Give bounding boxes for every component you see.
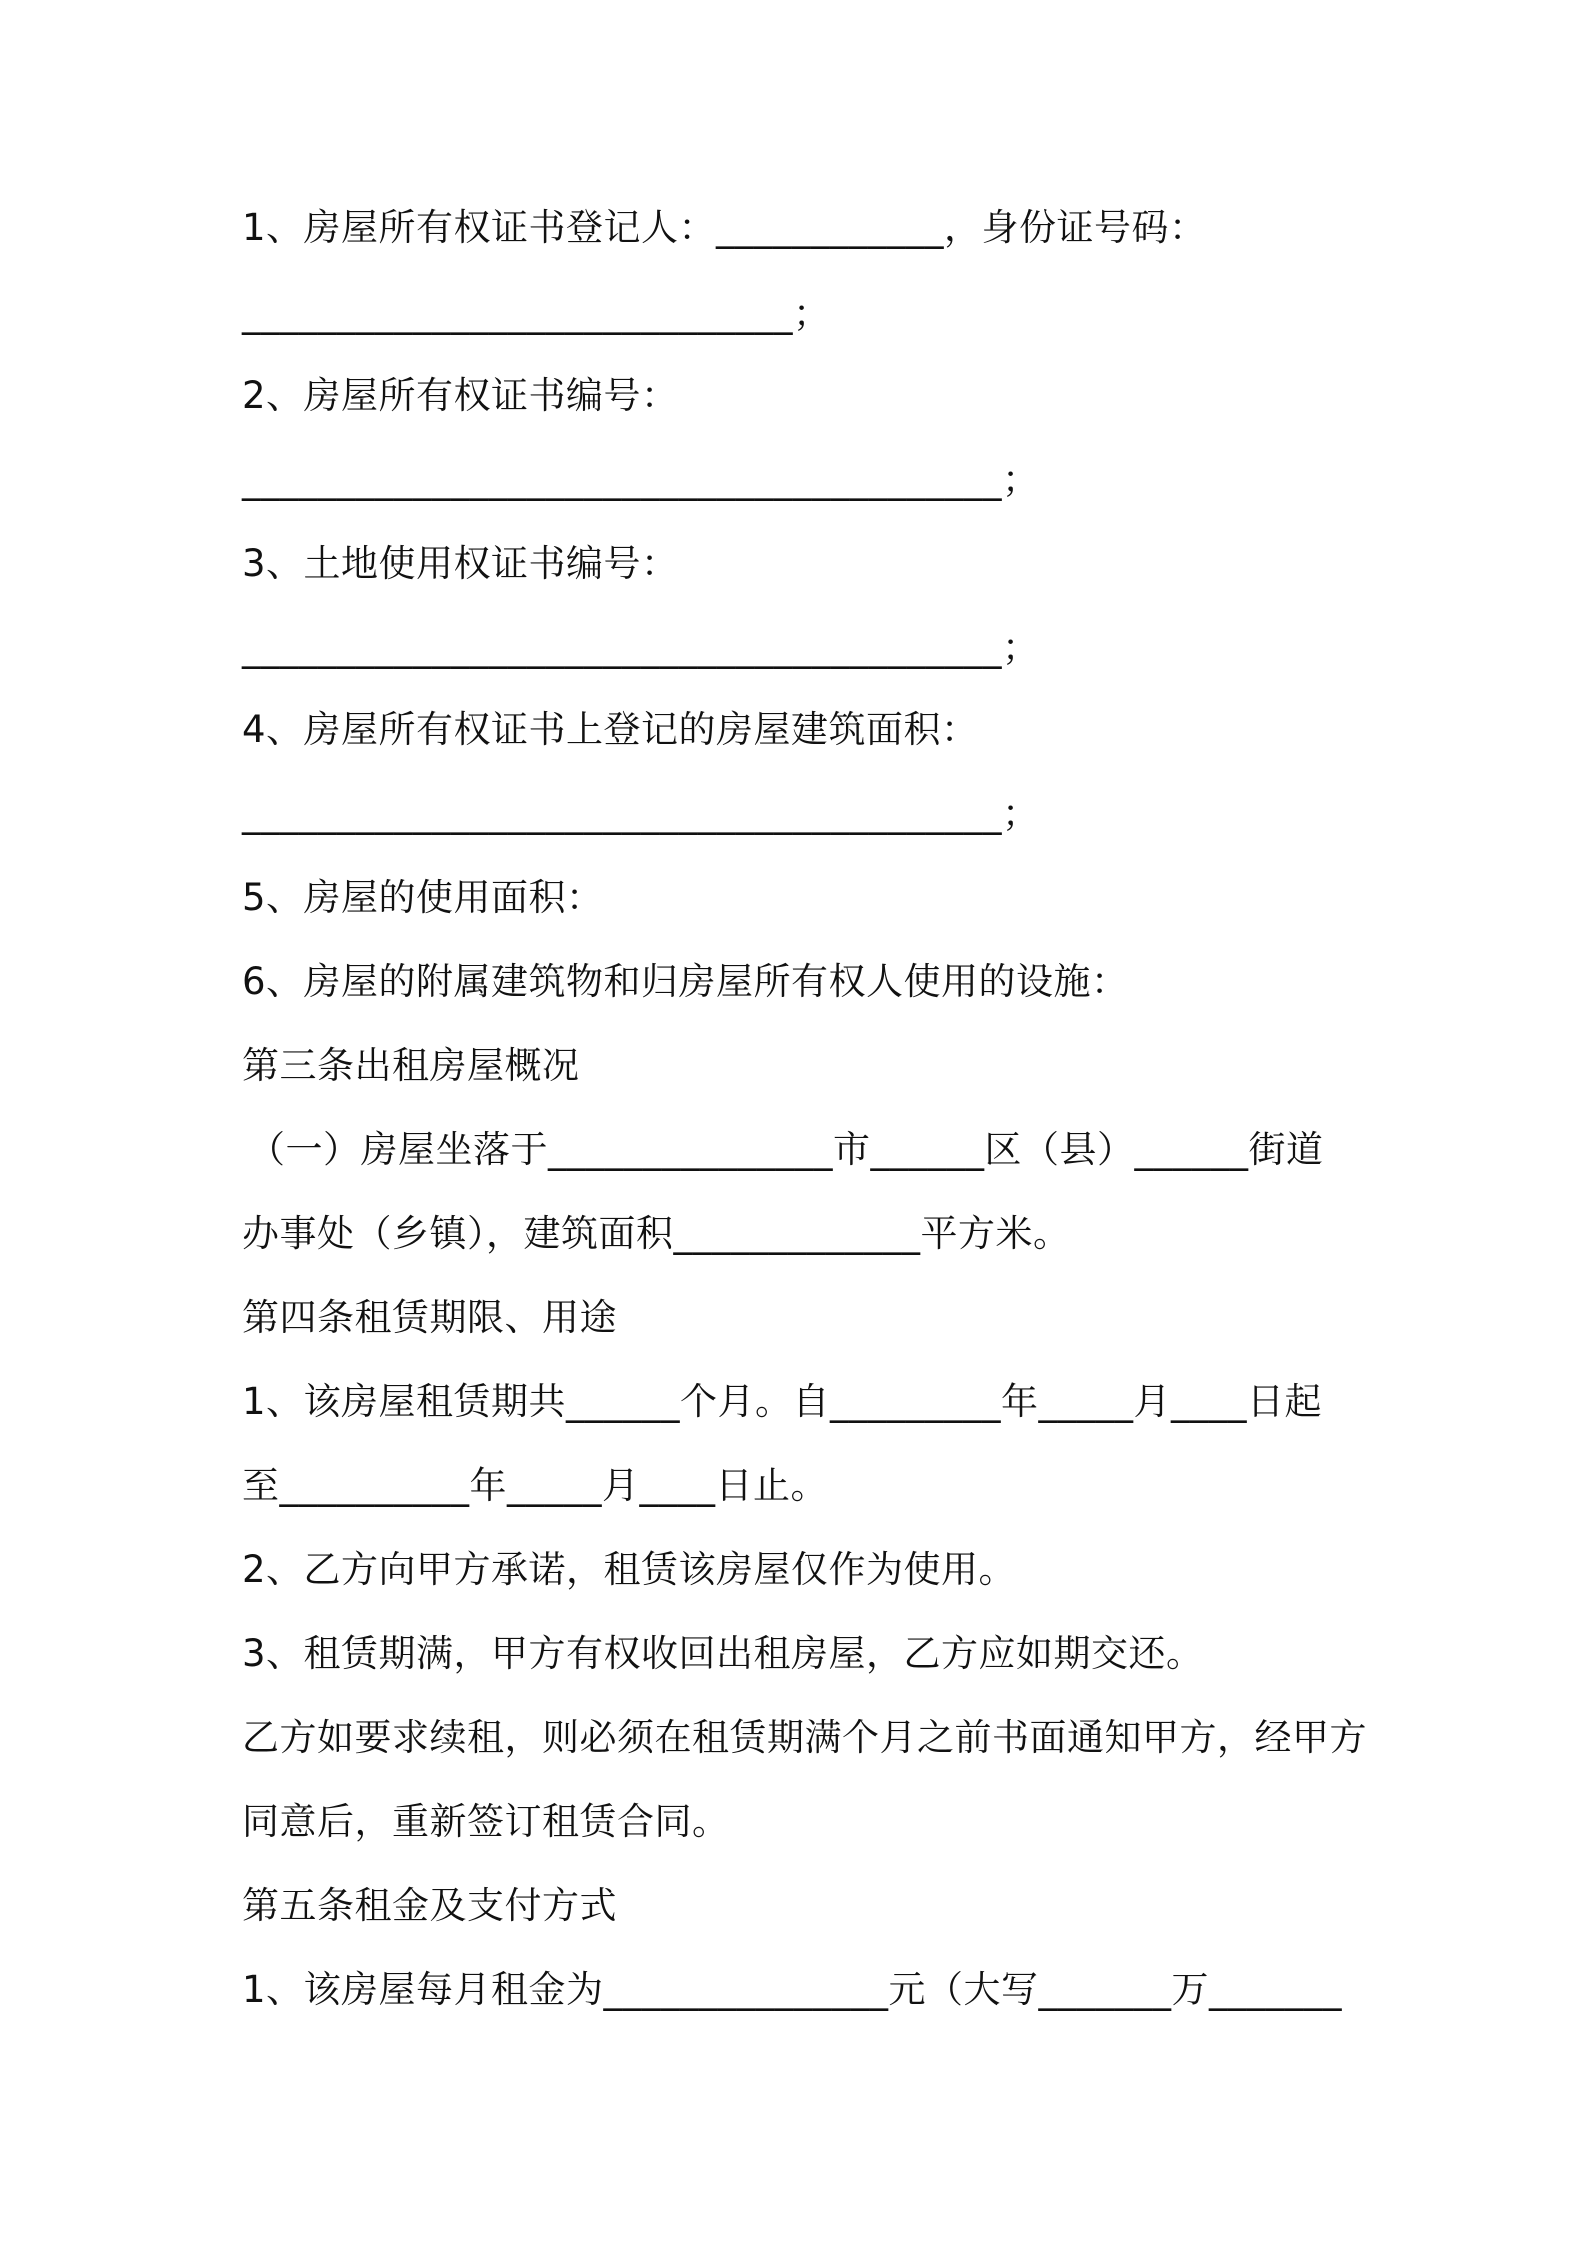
clause-lease-term: 1、该房屋租赁期共______个月。自_________年_____月____日起 [242, 1380, 1323, 1423]
heading-article-4: 第四条租赁期限、用途 [242, 1296, 617, 1339]
clause-location: （一）房屋坐落于_______________市______区（县）______街道 [248, 1128, 1324, 1171]
clause-lease-term-cont: 至__________年_____月____日止。 [242, 1464, 828, 1507]
clause-usage-promise: 2、乙方向甲方承诺，租赁该房屋仅作为使用。 [242, 1548, 1017, 1591]
clause-registered-area: 4、房屋所有权证书上登记的房屋建筑面积： [242, 708, 979, 751]
clause-term-expiry: 3、租赁期满，甲方有权收回出租房屋，乙方应如期交还。 [242, 1632, 1204, 1675]
clause-location-cont: 办事处（乡镇），建筑面积_____________平方米。 [242, 1212, 1071, 1255]
clause-attached-facilities: 6、房屋的附属建筑物和归房屋所有权人使用的设施： [242, 960, 1129, 1003]
clause-land-cert-no: 3、土地使用权证书编号： [242, 542, 679, 585]
blank-registered-area: ________________________________________； [242, 792, 1040, 835]
clause-renewal-cont: 同意后，重新签订租赁合同。 [242, 1800, 730, 1843]
blank-land-cert-no: ________________________________________； [242, 626, 1040, 669]
clause-ownership-cert-no: 2、房屋所有权证书编号： [242, 374, 679, 417]
clause-monthly-rent: 1、该房屋每月租金为_______________元（大写_______万_______ [242, 1968, 1343, 2011]
blank-id-number: _____________________________； [242, 292, 831, 335]
clause-usable-area: 5、房屋的使用面积： [242, 876, 604, 919]
blank-ownership-cert-no: ________________________________________； [242, 458, 1040, 501]
heading-article-5: 第五条租金及支付方式 [242, 1884, 617, 1927]
clause-renewal: 乙方如要求续租，则必须在租赁期满个月之前书面通知甲方，经甲方 [242, 1716, 1367, 1759]
clause-owner-registrant: 1、房屋所有权证书登记人：____________，身份证号码： [242, 206, 1207, 249]
heading-article-3: 第三条出租房屋概况 [242, 1044, 580, 1087]
